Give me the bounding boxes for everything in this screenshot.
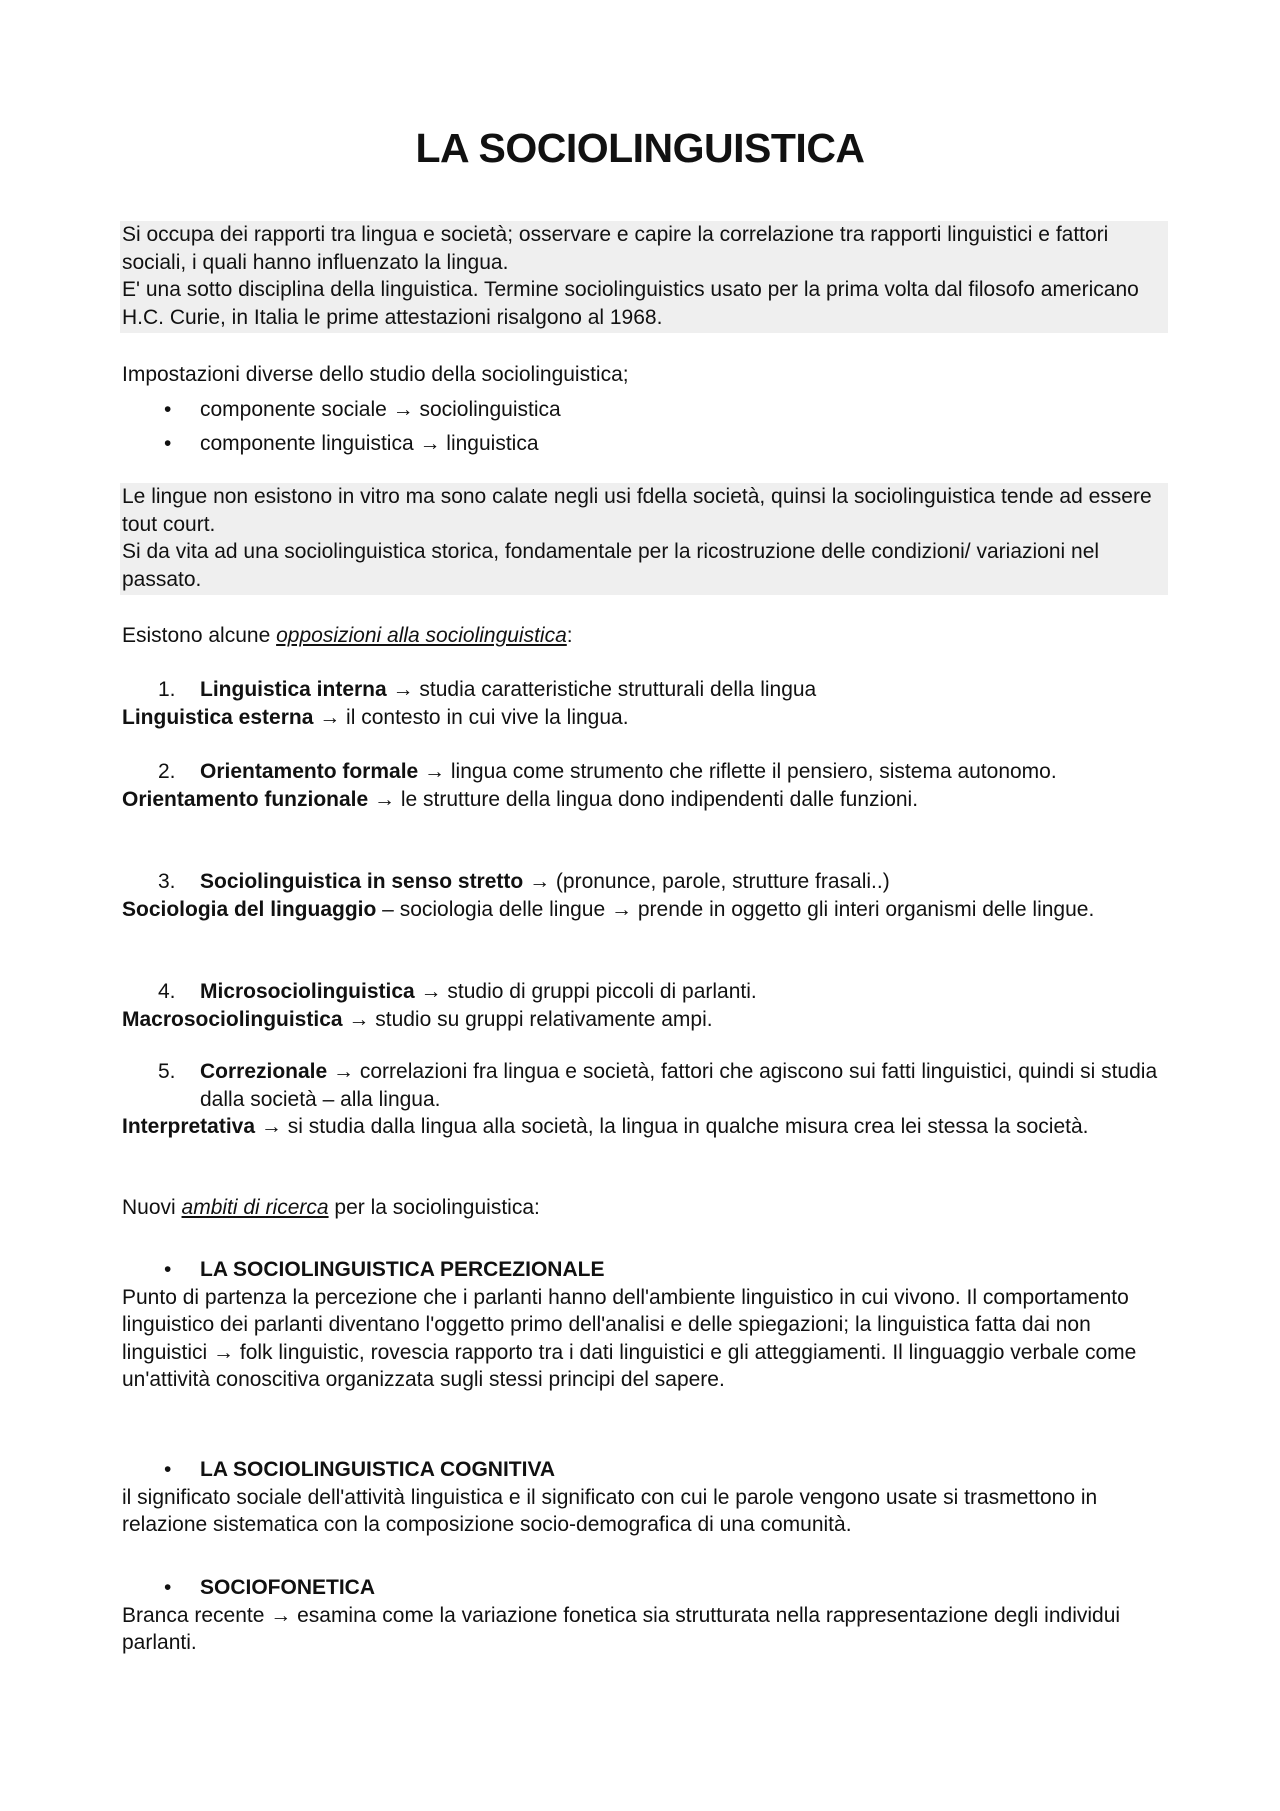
impostazioni-item-2: componente linguistica → linguistica xyxy=(200,432,539,455)
item-text-2: → le strutture della lingua dono indipendenti dalle funzioni. xyxy=(368,787,919,811)
intro-block xyxy=(120,221,1168,333)
ambiti-prefix: Nuovi xyxy=(122,1196,182,1219)
item-term-2: Macrosociolinguistica xyxy=(122,1007,343,1031)
page-title: LA SOCIOLINGUISTICA xyxy=(415,125,865,171)
item-number: 4. xyxy=(158,980,176,1003)
section-text: Punto di partenza la percezione che i parlanti hanno dell'ambiente linguistico in cui vivono. Il comportamento linguistico dei parlanti diventano l'oggetto primo dell'analisi e delle spiegazioni; la linguistica fatta dai non linguistici → folk linguistic, rovescia rapporto tra i dati linguistici e gli atteggiamenti. Il linguaggio verbale come un'attività conoscitiva organizzata sugli stessi principi del sapere. xyxy=(122,1285,1137,1391)
item-number: 2. xyxy=(158,760,176,783)
opposizione-item-2 xyxy=(122,758,1170,813)
vitro-paragraph-1: Le lingue non esistono in vitro ma sono calate negli usi fdella società, quinsi la sociolinguistica tende ad essere tout court. xyxy=(122,485,1152,536)
impostazioni-heading: Impostazioni diverse dello studio della sociolinguistica; xyxy=(122,363,629,386)
ambiti-emphasis: ambiti di ricerca xyxy=(181,1196,329,1219)
item-term-2: Sociologia del linguaggio xyxy=(122,897,377,921)
list-item xyxy=(122,1058,1170,1113)
intro-paragraph-1: Si occupa dei rapporti tra lingua e società; osservare e capire la correlazione tra rapporti linguistici e fattori sociali, i quali hanno influenzato la lingua. xyxy=(122,223,1109,274)
section-title: LA SOCIOLINGUISTICA COGNITIVA xyxy=(200,1458,556,1481)
opposite-line xyxy=(122,1006,1170,1034)
item-number: 3. xyxy=(158,870,176,893)
list-item xyxy=(122,430,1170,458)
item-term: Correzionale xyxy=(200,1060,328,1083)
intro-paragraph-2: E' una sotto disciplina della linguistica. Termine sociolinguistics usato per la prima volta dal filosofo americano H.C. Curie, in Italia le prime attestazioni risalgono al 1968. xyxy=(122,278,1139,329)
opposite-line xyxy=(122,1113,1170,1141)
bullet-icon: • xyxy=(164,1258,172,1281)
item-term: Microsociolinguistica xyxy=(200,980,415,1003)
item-text: → lingua come strumento che riflette il pensiero, sistema autonomo. xyxy=(418,760,1057,783)
item-text: → (pronunce, parole, strutture frasali..) xyxy=(523,870,890,893)
impostazioni-section xyxy=(122,361,1170,458)
item-term-2: Interpretativa xyxy=(122,1115,256,1138)
list-item xyxy=(122,676,1170,704)
section-title: SOCIOFONETICA xyxy=(200,1576,376,1599)
item-text: → correlazioni fra lingua e società, fattori che agiscono sui fatti linguistici, quindi si studia dalla società – alla lingua. xyxy=(200,1060,1158,1111)
item-text-2: → il contesto in cui vive la lingua. xyxy=(313,705,629,729)
item-term-2: Orientamento funzionale xyxy=(122,787,369,811)
impostazioni-item-1: componente sociale → sociolinguistica xyxy=(200,397,561,421)
opposizioni-emphasis: opposizioni alla sociolinguistica xyxy=(276,624,567,647)
section-text: il significato sociale dell'attività linguistica e il significato con cui le parole vengono usate si trasmettono in relazione sistematica con la composizione socio-demografica di una comunità. xyxy=(122,1485,1098,1536)
item-number: 1. xyxy=(158,678,176,701)
item-number: 5. xyxy=(158,1060,176,1083)
item-text-2: → studio su gruppi relativamente ampi. xyxy=(342,1007,713,1031)
item-text: → studio di gruppi piccoli di parlanti. xyxy=(414,980,757,1003)
ambito-section-cognitiva xyxy=(122,1456,1170,1539)
opposizioni-heading xyxy=(122,622,1170,650)
section-heading xyxy=(122,1574,1170,1602)
item-term: Sociolinguistica in senso stretto xyxy=(200,870,524,893)
item-text-2: → si studia dalla lingua alla società, la lingua in qualche misura crea lei stessa la società. xyxy=(255,1115,1089,1138)
list-item xyxy=(122,758,1170,786)
opposite-line xyxy=(122,786,1170,814)
ambito-section-sociofonetica xyxy=(122,1574,1170,1657)
list-item xyxy=(122,978,1170,1006)
list-item xyxy=(122,396,1170,424)
item-term: Linguistica interna xyxy=(200,678,387,701)
opposite-line xyxy=(122,704,1170,732)
ambiti-heading xyxy=(122,1194,1170,1222)
item-text: → studia caratteristiche strutturali della lingua xyxy=(386,678,817,701)
bullet-icon: • xyxy=(164,1458,172,1481)
opposizione-item-1 xyxy=(122,676,1170,731)
item-term: Orientamento formale xyxy=(200,760,419,783)
list-item xyxy=(122,868,1170,896)
item-text-2: – sociologia delle lingue → prende in oggetto gli interi organismi delle lingue. xyxy=(376,897,1095,921)
ambito-section-percezionale xyxy=(122,1256,1170,1394)
opposizioni-prefix: Esistono alcune xyxy=(122,624,277,647)
bullet-icon: • xyxy=(164,432,172,455)
section-title: LA SOCIOLINGUISTICA PERCEZIONALE xyxy=(200,1258,605,1281)
bullet-icon: • xyxy=(164,397,172,421)
opposite-line xyxy=(122,896,1170,924)
opposizione-item-4 xyxy=(122,978,1170,1033)
section-text: Branca recente → esamina come la variazione fonetica sia strutturata nella rappresentazione degli individui parlanti. xyxy=(122,1603,1121,1654)
opposizioni-suffix: : xyxy=(566,624,573,647)
ambiti-suffix: per la sociolinguistica: xyxy=(328,1196,540,1219)
opposizione-item-3 xyxy=(122,868,1170,923)
section-heading xyxy=(122,1456,1170,1484)
opposizione-item-5 xyxy=(122,1058,1170,1141)
bullet-icon: • xyxy=(164,1576,172,1599)
vitro-paragraph-2: Si da vita ad una sociolinguistica storica, fondamentale per la ricostruzione delle condizioni/ variazioni nel passato. xyxy=(122,540,1100,591)
item-term-2: Linguistica esterna xyxy=(122,705,314,729)
section-heading xyxy=(122,1256,1170,1284)
vitro-block xyxy=(120,483,1168,595)
